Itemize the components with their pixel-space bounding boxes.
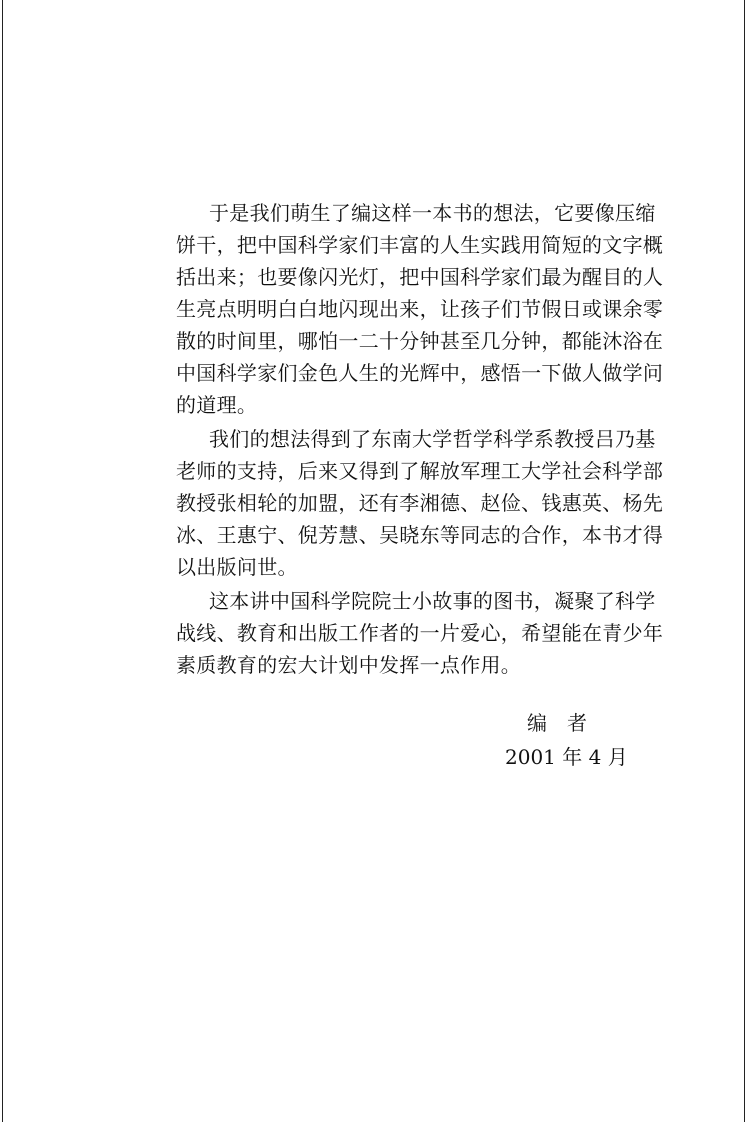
text-line: 战线、教育和出版工作者的一片爱心，希望能在青少年 bbox=[176, 621, 664, 645]
text-line: 我们的想法得到了东南大学哲学科学系教授吕乃基 bbox=[209, 427, 656, 451]
text-line: 于是我们萌生了编这样一本书的想法，它要像压缩 bbox=[209, 201, 656, 225]
page-edge-left bbox=[2, 0, 3, 1122]
text-line: 教授张相轮的加盟，还有李湘德、赵俭、钱惠英、杨先 bbox=[176, 491, 664, 515]
paragraph-2 bbox=[176, 423, 664, 583]
text-line: 中国科学家们金色人生的光辉中，感悟一下做人做学问 bbox=[176, 361, 664, 385]
paragraph-1 bbox=[176, 197, 664, 421]
paragraph-3 bbox=[176, 585, 664, 681]
text-line: 饼干，把中国科学家们丰富的人生实践用简短的文字概 bbox=[176, 233, 664, 257]
preface-text bbox=[176, 197, 664, 681]
page-edge-right bbox=[744, 0, 745, 1122]
text-line: 老师的支持，后来又得到了解放军理工大学社会科学部 bbox=[176, 459, 664, 483]
text-line: 括出来；也要像闪光灯，把中国科学家们最为醒目的人 bbox=[176, 265, 664, 289]
text-line: 这本讲中国科学院院士小故事的图书，凝聚了科学 bbox=[209, 589, 656, 613]
text-line: 素质教育的宏大计划中发挥一点作用。 bbox=[176, 653, 522, 677]
text-line: 冰、王惠宁、倪芳慧、吴晓东等同志的合作，本书才得 bbox=[176, 523, 664, 547]
text-line: 以出版问世。 bbox=[176, 555, 298, 579]
text-line: 生亮点明明白白地闪现出来，让孩子们节假日或课余零 bbox=[176, 297, 664, 321]
text-line: 散的时间里，哪怕一二十分钟甚至几分钟，都能沐浴在 bbox=[176, 329, 664, 353]
signature-block bbox=[505, 706, 645, 774]
signature-date: 2001 年 4 月 bbox=[505, 745, 628, 769]
text-line: 的道理。 bbox=[176, 393, 258, 417]
signature-author: 编 者 bbox=[527, 711, 587, 735]
